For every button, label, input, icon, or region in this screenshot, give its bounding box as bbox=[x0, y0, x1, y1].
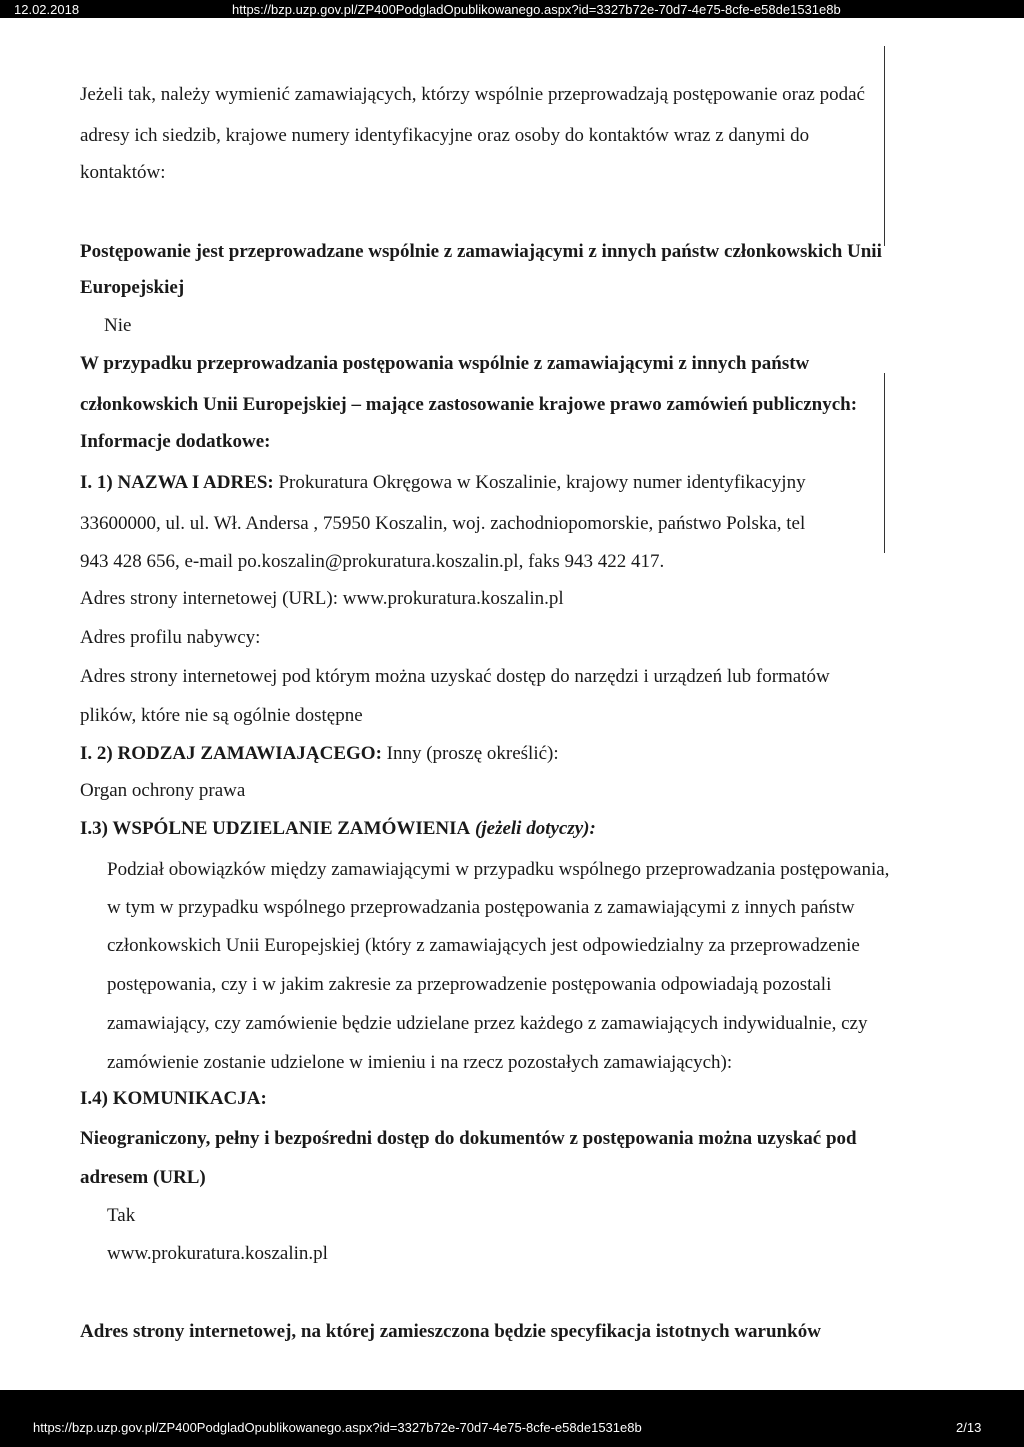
address-line: 33600000, ul. ul. Wł. Andersa , 75950 Koszalin, woj. zachodniopomorskie, państwo Polska, tel bbox=[80, 513, 806, 534]
eu-law-heading: W przypadku przeprowadzania postępowania wspólnie z zamawiającymi z innych państw bbox=[80, 353, 810, 374]
section-1-2-label: I. 2) RODZAJ ZAMAWIAJĄCEGO: bbox=[80, 743, 382, 764]
section-1-1-label: I. 1) NAZWA I ADRES: bbox=[80, 472, 274, 493]
section-1-3-paragraph: zamówienie zostanie udzielone w imieniu i na rzecz pozostałych zamawiających): bbox=[107, 1052, 733, 1073]
access-answer: Tak bbox=[107, 1205, 136, 1226]
eu-joint-heading: Europejskiej bbox=[80, 277, 185, 298]
print-date: 12.02.2018 bbox=[14, 2, 80, 17]
table-border-line bbox=[884, 46, 885, 246]
tools-line: Adres strony internetowej pod którym można uzyskać dostęp do narzędzi i urządzeń lub formatów bbox=[80, 666, 830, 687]
section-1-4-label: I.4) KOMUNIKACJA: bbox=[80, 1088, 267, 1109]
eu-joint-answer: Nie bbox=[104, 315, 132, 336]
section-1-3-paragraph: postępowania, czy i w jakim zakresie za przeprowadzenie postępowania odpowiadają pozostali bbox=[107, 974, 832, 995]
website-line: Adres strony internetowej (URL): www.prokuratura.koszalin.pl bbox=[80, 588, 564, 609]
joint-intro-line: kontaktów: bbox=[80, 162, 166, 183]
section-1-2-value: Inny (proszę określić): bbox=[386, 743, 559, 764]
joint-intro-line: Jeżeli tak, należy wymienić zamawiających, którzy wspólnie przeprowadzają postępowanie oraz podać bbox=[80, 84, 865, 105]
section-1-1 bbox=[80, 473, 806, 492]
eu-law-heading: członkowskich Unii Europejskiej – mające zastosowanie krajowe prawo zamówień publicznych: bbox=[80, 394, 858, 415]
joint-intro-line: adresy ich siedzib, krajowe numery identyfikacyjne oraz osoby do kontaktów wraz z danymi do bbox=[80, 125, 810, 146]
section-1-3-paragraph: członkowskich Unii Europejskiej (który z zamawiających jest odpowiedzialny za przeprowadzenie bbox=[107, 935, 860, 956]
header-url: https://bzp.uzp.gov.pl/ZP400PodgladOpublikowanego.aspx?id=3327b72e-70d7-4e75-8cfe-e58de1531e8b bbox=[232, 2, 841, 17]
section-1-3 bbox=[80, 819, 596, 838]
access-url: www.prokuratura.koszalin.pl bbox=[107, 1243, 328, 1264]
section-1-2-other: Organ ochrony prawa bbox=[80, 780, 246, 801]
section-1-3-label: I.3) WSPÓLNE UDZIELANIE ZAMÓWIENIA bbox=[80, 818, 471, 839]
section-1-3-paragraph: zamawiający, czy zamówienie będzie udzielane przez każdego z zamawiających indywidualnie, czy bbox=[107, 1013, 868, 1034]
buyer-profile-line: Adres profilu nabywcy: bbox=[80, 627, 261, 648]
section-1-3-paragraph: Podział obowiązków między zamawiającymi w przypadku wspólnego przeprowadzania postępowania, bbox=[107, 859, 890, 880]
section-1-1-text: Prokuratura Okręgowa w Koszalinie, krajowy numer identyfikacyjny bbox=[278, 472, 806, 493]
section-1-2 bbox=[80, 744, 559, 763]
table-border-line bbox=[884, 373, 885, 553]
document-page bbox=[0, 18, 1024, 1390]
access-heading: adresem (URL) bbox=[80, 1167, 206, 1188]
eu-joint-heading: Postępowanie jest przeprowadzane wspólnie z zamawiającymi z innych państw członkowskich Unii bbox=[80, 241, 882, 262]
access-heading: Nieograniczony, pełny i bezpośredni dostęp do dokumentów z postępowania można uzyskać pod bbox=[80, 1128, 857, 1149]
section-1-3-paragraph: w tym w przypadku wspólnego przeprowadzania postępowania z zamawiającymi z innych państw bbox=[107, 897, 855, 918]
spec-heading: Adres strony internetowej, na której zamieszczona będzie specyfikacja istotnych warunków bbox=[80, 1321, 821, 1342]
contact-line: 943 428 656, e-mail po.koszalin@prokuratura.koszalin.pl, faks 943 422 417. bbox=[80, 551, 665, 572]
footer-url: https://bzp.uzp.gov.pl/ZP400PodgladOpublikowanego.aspx?id=3327b72e-70d7-4e75-8cfe-e58de1531e8b bbox=[33, 1420, 642, 1435]
page-number: 2/13 bbox=[956, 1420, 982, 1435]
section-1-3-note: (jeżeli dotyczy): bbox=[475, 818, 596, 839]
additional-info-heading: Informacje dodatkowe: bbox=[80, 431, 271, 452]
tools-line: plików, które nie są ogólnie dostępne bbox=[80, 705, 363, 726]
